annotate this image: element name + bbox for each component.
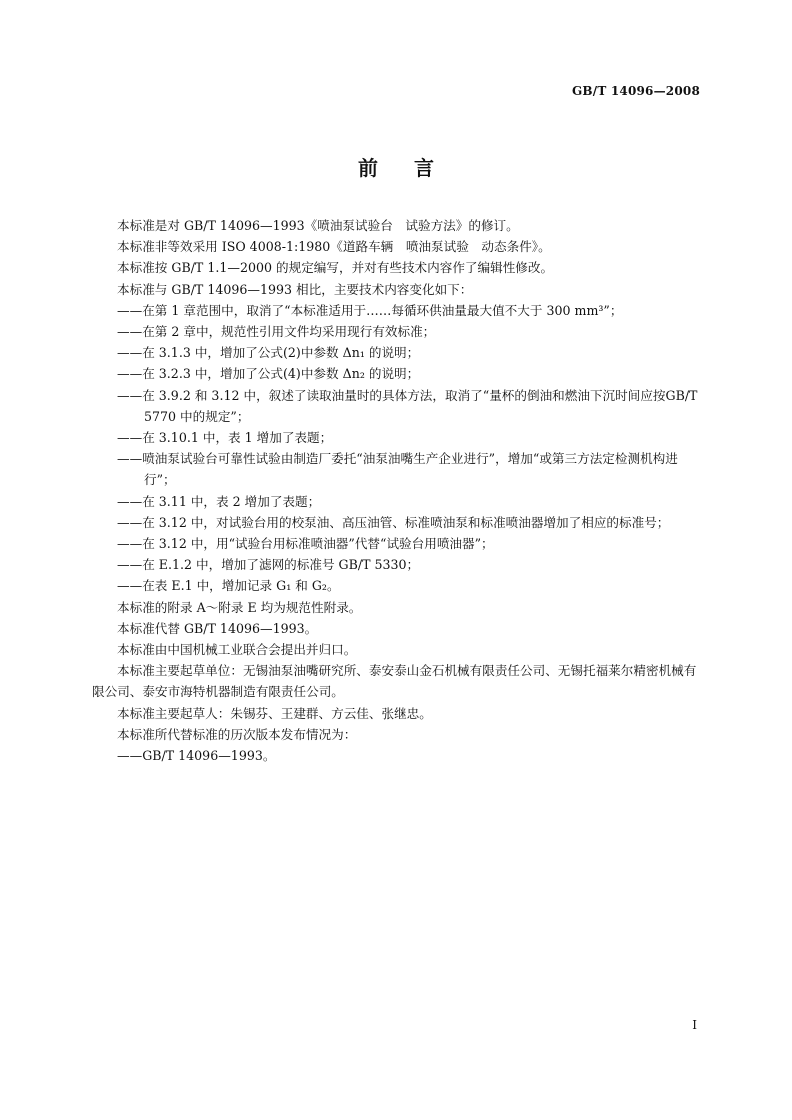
page-number: I	[692, 1018, 697, 1032]
change-item: ——在 3.1.3 中，增加了公式(2)中参数 Δn₁ 的说明；	[117, 345, 420, 361]
standard-code: GB/T 14096—2008	[571, 84, 700, 98]
change-item: ——在 3.9.2 和 3.12 中，叙述了读取油量时的具体方法，取消了“量杯的倒油和燃油下沉时间应按GB/T 5770 中的规定”；	[117, 387, 698, 424]
change-item: ——喷油泵试验台可靠性试验由制造厂委托“油泵油嘴生产企业进行”，增加“或第三方法定检测机构进行”；	[117, 451, 678, 488]
paragraph-iso-reference: 本标准非等效采用 ISO 4008-1:1980《道路车辆 喷油泵试验 动态条件》。	[117, 239, 551, 255]
change-item: ——在 3.11 中，表 2 增加了表题；	[117, 493, 321, 509]
change-item: ——在 3.10.1 中，表 1 增加了表题；	[117, 430, 333, 446]
paragraph-replaces: 本标准代替 GB/T 14096—1993。	[117, 620, 318, 636]
paragraph-proposer: 本标准由中国机械工业联合会提出并归口。	[117, 642, 357, 658]
change-item: ——在 3.2.3 中，增加了公式(4)中参数 Δn₂ 的说明；	[117, 366, 420, 382]
paragraph-drafting-rules: 本标准按 GB/T 1.1—2000 的规定编写，并对有些技术内容作了编辑性修改。	[117, 260, 554, 276]
paragraph-drafting-units: 本标准主要起草单位：无锡油泵油嘴研究所、泰安泰山金石机械有限责任公司、无锡托福莱尔精密机械有限公司、泰安市海特机器制造有限责任公司。	[92, 663, 697, 700]
paragraph-revision: 本标准是对 GB/T 14096—1993《喷油泵试验台 试验方法》的修订。	[117, 218, 519, 233]
change-item: ——在 E.1.2 中，增加了滤网的标准号 GB/T 5330；	[117, 557, 420, 573]
change-item: ——在第 2 章中，规范性引用文件均采用现行有效标准；	[117, 324, 436, 340]
paragraph-history-intro: 本标准所代替标准的历次版本发布情况为：	[117, 726, 357, 742]
paragraph-drafters: 本标准主要起草人：朱锡芬、王建群、方云佳、张继忠。	[117, 705, 432, 721]
change-item: ——在第 1 章范围中，取消了“本标准适用于……每循环供油量最大值不大于 300 mm³”；	[117, 302, 623, 318]
change-item: ——在 3.12 中，对试验台用的校泵油、高压油管、标准喷油泵和标准喷油器增加了相应的标准号；	[117, 514, 670, 530]
history-item: ——GB/T 14096—1993。	[117, 748, 276, 764]
page-title: 前言	[358, 156, 470, 180]
change-item: ——在表 E.1 中，增加记录 G₁ 和 G₂。	[117, 578, 340, 594]
change-item: ——在 3.12 中，用“试验台用标准喷油器”代替“试验台用喷油器”；	[117, 536, 494, 552]
foreword-body	[92, 215, 704, 766]
paragraph-annexes: 本标准的附录 A～附录 E 均为规范性附录。	[117, 599, 362, 615]
paragraph-changes-intro: 本标准与 GB/T 14096—1993 相比，主要技术内容变化如下：	[117, 281, 473, 297]
